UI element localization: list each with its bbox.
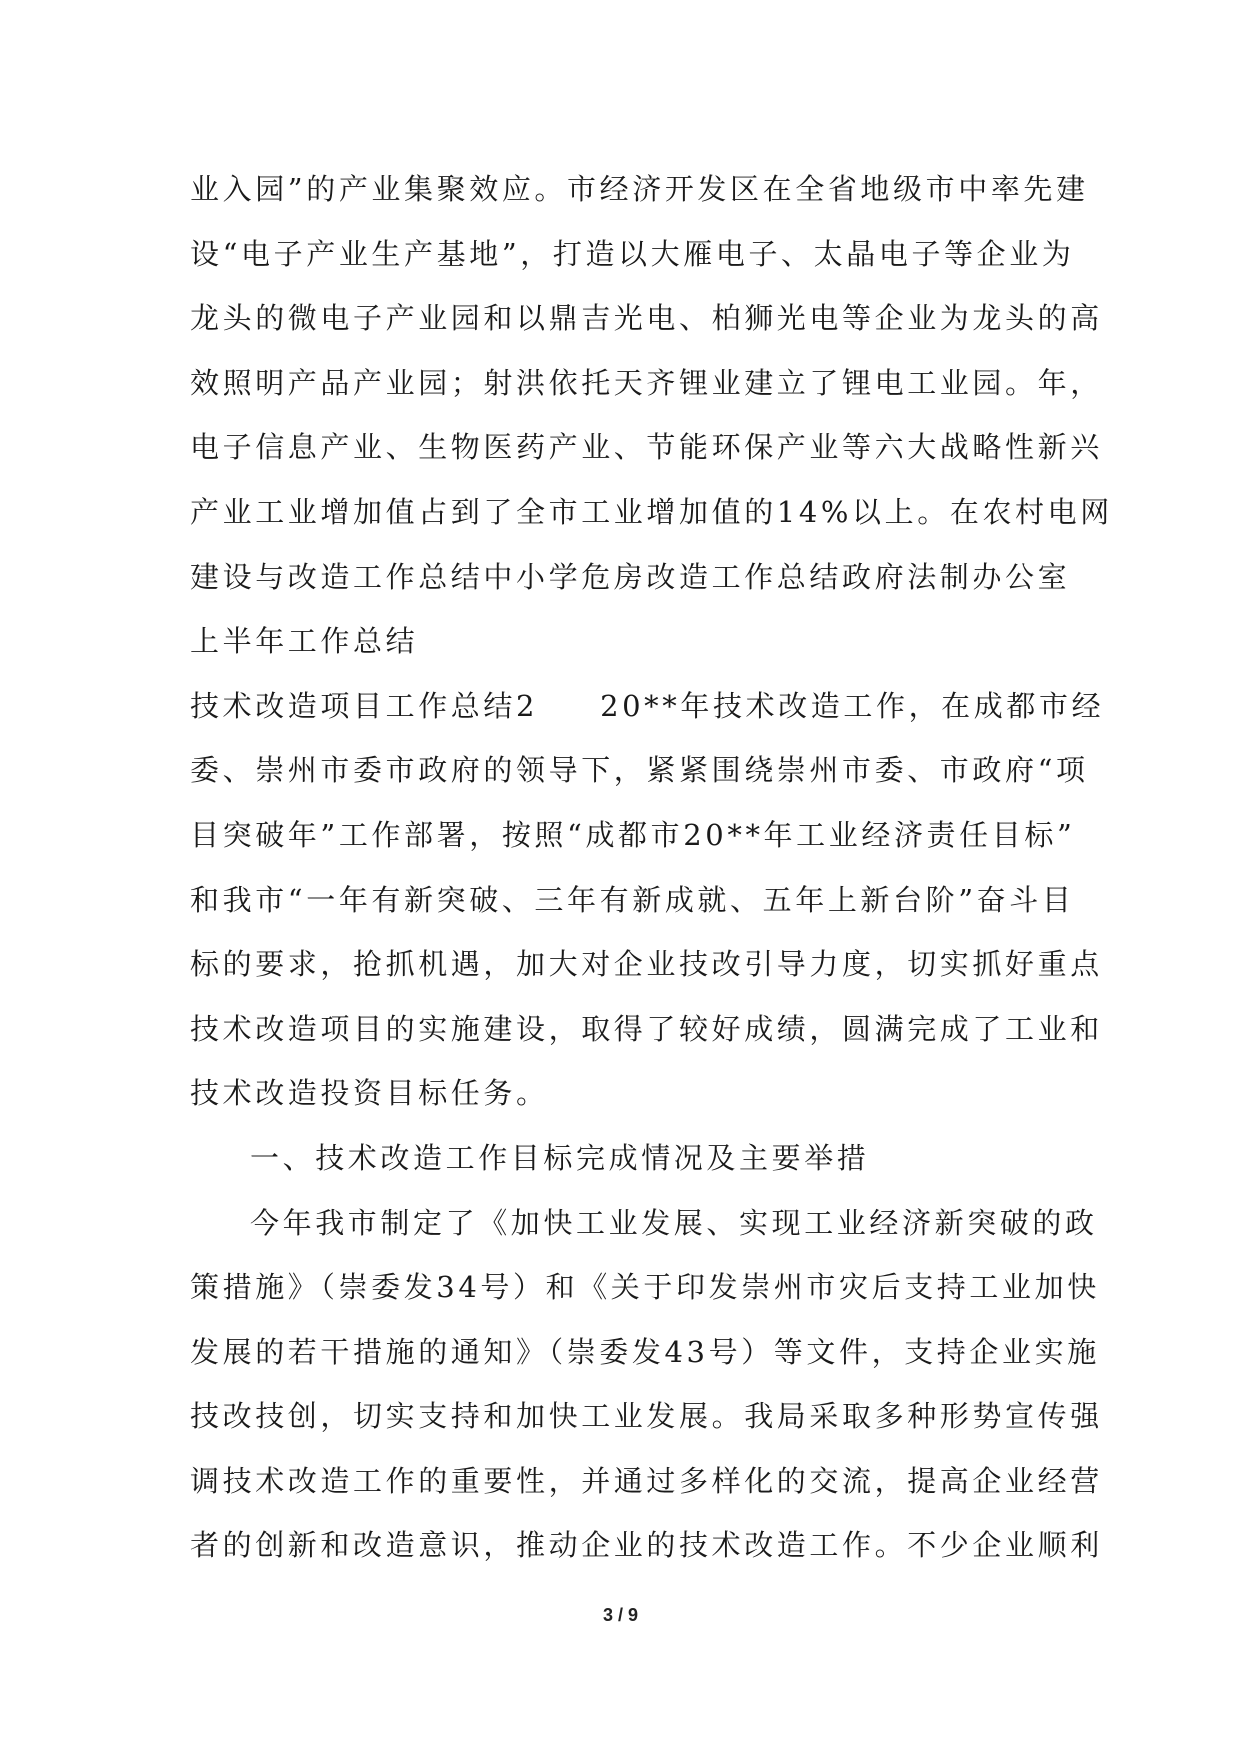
text-line: 上半年工作总结 — [190, 624, 419, 659]
text-line: 技改技创，切实支持和加快工业发展。我局采取多种形势宣传强 — [190, 1399, 1103, 1434]
text-line: 产业工业增加值占到了全市工业增加值的14%以上。在农村电网 — [190, 494, 1113, 529]
section-first-line — [190, 674, 1105, 739]
text-line: 技术改造投资目标任务。 — [190, 1076, 549, 1111]
section-first-line-text: 20**年技术改造工作，在成都市经 — [600, 688, 1105, 723]
text-line: 电子信息产业、生物医药产业、节能环保产业等六大战略性新兴 — [190, 430, 1103, 465]
text-line: 技术改造项目的实施建设，取得了较好成绩，圆满完成了工业和 — [190, 1011, 1103, 1046]
section-heading: 一、技术改造工作目标完成情况及主要举措 — [250, 1140, 870, 1175]
text-line: 标的要求，抢抓机遇，加大对企业技改引导力度，切实抓好重点 — [190, 947, 1103, 982]
text-line: 设“电子产业生产基地”，打造以大雁电子、太晶电子等企业为 — [190, 236, 1075, 271]
text-line: 和我市“一年有新突破、三年有新成就、五年上新台阶”奋斗目 — [190, 882, 1075, 917]
text-line: 委、崇州市委市政府的领导下，紧紧围绕崇州市委、市政府“项 — [190, 753, 1089, 788]
text-line: 策措施》（崇委发34号）和《关于印发崇州市灾后支持工业加快 — [190, 1270, 1100, 1305]
text-line: 者的创新和改造意识，推动企业的技术改造工作。不少企业顺利 — [190, 1528, 1103, 1563]
text-line: 发展的若干措施的通知》（崇委发43号）等文件，支持企业实施 — [190, 1334, 1100, 1369]
text-line: 效照明产品产业园；射洪依托天齐锂业建立了锂电工业园。年， — [190, 365, 1103, 400]
section-title: 技术改造项目工作总结2 — [190, 688, 539, 723]
page-number: 3 / 9 — [602, 1605, 639, 1625]
text-line: 建设与改造工作总结中小学危房改造工作总结政府法制办公室 — [190, 559, 1071, 594]
body-text — [190, 157, 1113, 1578]
text-line: 业入园”的产业集聚效应。市经济开发区在全省地级市中率先建 — [190, 172, 1089, 206]
text-line: 目突破年”工作部署，按照“成都市20**年工业经济责任目标” — [190, 817, 1076, 852]
text-line: 调技术改造工作的重要性，并通过多样化的交流，提高企业经营 — [190, 1463, 1103, 1498]
paragraph-first-line: 今年我市制定了《加快工业发展、实现工业经济新突破的政 — [250, 1205, 1098, 1240]
text-line: 龙头的微电子产业园和以鼎吉光电、柏狮光电等企业为龙头的高 — [190, 301, 1103, 336]
